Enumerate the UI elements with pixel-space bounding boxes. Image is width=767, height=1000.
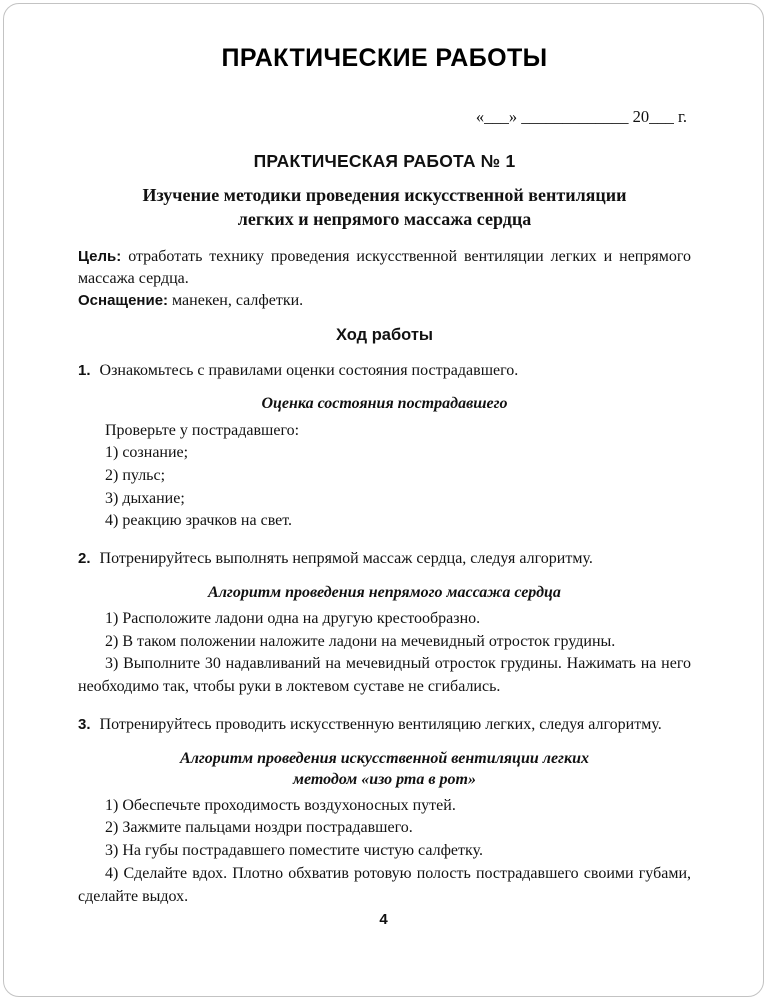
sub-step-line: 2) Зажмите пальцами ноздри пострадавшего. [105,819,413,837]
sub-step-line: 1) Обеспечьте проходимость воздухоносных путей. [105,796,456,814]
step-text: Ознакомьтесь с правилами оценки состояния пострадавшего. [99,361,519,379]
step-subheading: Оценка состояния пострадавшего [261,395,508,413]
step-text: Потренируйтесь проводить искусственную вентиляцию легких, следуя алгоритму. [99,715,662,733]
page-content [78,0,691,908]
sub-step-line: 3) Выполните 30 надавливаний на мечевидный отросток грудины. Нажимать на него необходимо так, чтобы руки в локтевом суставе не сгибались. [78,655,691,696]
work-title: ПРАКТИЧЕСКАЯ РАБОТА № 1 [253,151,516,171]
equipment-paragraph [78,290,691,312]
step-item [78,548,691,571]
sub-step-line: 4) Сделайте вдох. Плотно обхватив ротовую полость пострадавшего своими губами, сделайте выдох. [78,864,691,905]
sub-step-line: 1) сознание; [105,444,189,462]
step-number: 2. [78,550,91,568]
page-number: 4 [379,911,388,928]
step-item [78,360,691,383]
equipment-text: манекен, салфетки. [172,292,304,310]
step-subheading: Алгоритм проведения непрямого массажа сердца [208,583,561,601]
goal-paragraph [78,246,691,291]
step-number: 3. [78,715,91,733]
goal-label: Цель: [78,247,122,265]
step-number: 1. [78,361,91,379]
sub-step-line: 1) Расположите ладони одна на другую крестообразно. [105,609,481,627]
section-title: Ход работы [336,325,433,344]
document-header: ПРАКТИЧЕСКИЕ РАБОТЫ [221,44,548,72]
equipment-label: Оснащение: [78,292,169,310]
step-subheading: Алгоритм проведения искусственной вентиляции легких методом «изо рта в рот» [180,749,589,788]
sub-step-line: 4) реакцию зрачков на свет. [105,512,293,530]
sub-step-line: 3) дыхание; [105,489,185,507]
sub-step-line: 2) В таком положении наложите ладони на мечевидный отросток грудины. [105,632,616,650]
sub-step-line: 2) пульс; [105,466,166,484]
step-item [78,714,691,737]
goal-text: отработать технику проведения искусственной вентиляции легких и непрямого массажа сердца. [78,247,692,287]
date-line: «___» _____________ 20___ г. [475,107,687,126]
sub-step-line: Проверьте у пострадавшего: [105,421,300,439]
step-text: Потренируйтесь выполнять непрямой массаж сердца, следуя алгоритму. [99,550,593,568]
work-subtitle: Изучение методики проведения искусственной вентиляции легких и непрямого массажа сердца [142,185,627,229]
sub-step-line: 3) На губы пострадавшего поместите чистую салфетку. [105,842,483,860]
